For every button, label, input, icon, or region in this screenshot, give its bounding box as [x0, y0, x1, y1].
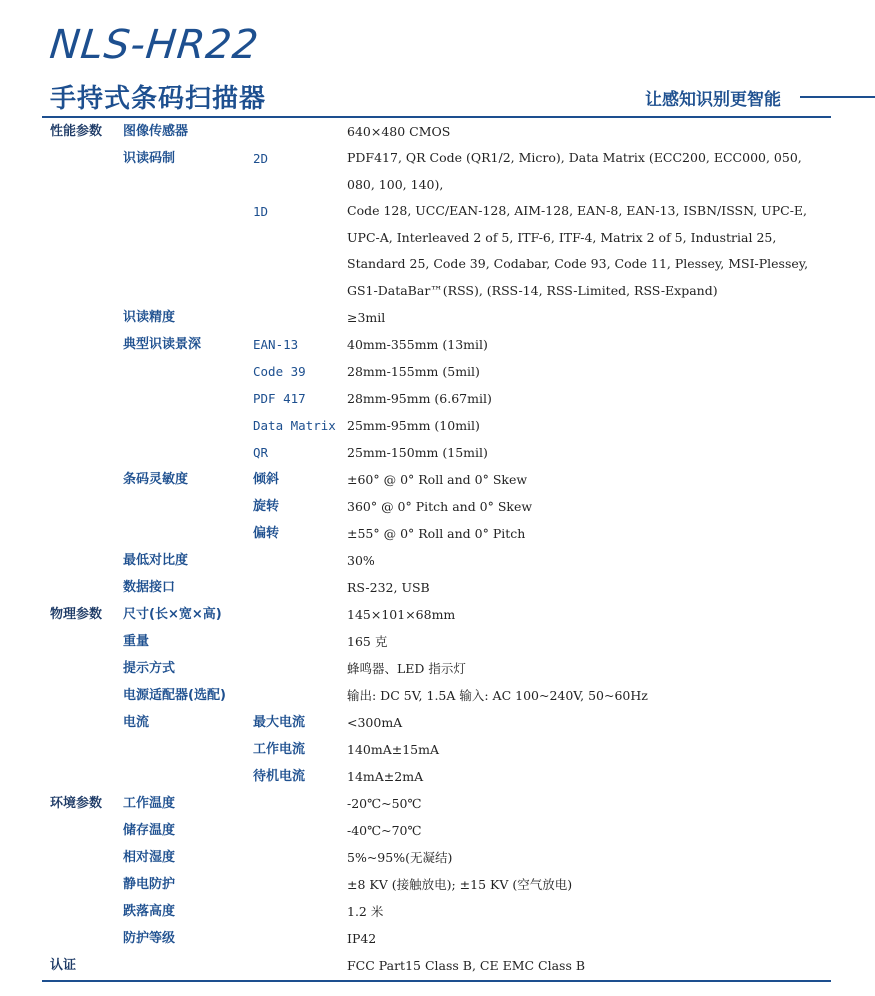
- row-label: 提示方式: [123, 661, 176, 676]
- row-value: 25mm-95mm (10mil): [347, 418, 480, 433]
- sub-label: EAN-13: [253, 337, 299, 352]
- table-row: [42, 736, 831, 763]
- table-row: [42, 145, 831, 198]
- row-label: 电流: [123, 715, 150, 730]
- row-value: 145×101×68mm: [347, 607, 456, 622]
- group-certification: 认证: [50, 958, 77, 973]
- row-value: 28mm-155mm (5mil): [347, 364, 480, 379]
- table-row: [42, 709, 831, 736]
- row-value: RS-232, USB: [347, 580, 430, 595]
- row-label: 识读精度: [123, 310, 176, 325]
- table-row: [42, 925, 831, 952]
- sub-label: 偏转: [253, 526, 280, 541]
- spec-table: [42, 118, 831, 979]
- row-value: 25mm-150mm (15mil): [347, 445, 488, 460]
- row-value: 30%: [347, 553, 375, 568]
- table-row: [42, 871, 831, 898]
- row-label: 数据接口: [123, 580, 176, 595]
- group-environment: 环境参数: [50, 796, 103, 811]
- row-value: 输出: DC 5V, 1.5A 输入: AC 100~240V, 50~60Hz: [347, 688, 648, 703]
- row-value: 14mA±2mA: [347, 769, 424, 784]
- row-label: 识读码制: [123, 151, 176, 166]
- row-label: 跌落高度: [123, 904, 176, 919]
- sub-label: 旋转: [253, 499, 280, 514]
- row-value: 5%~95%(无凝结): [347, 850, 453, 865]
- row-label: 尺寸(长×宽×高): [123, 607, 222, 622]
- sub-label: 倾斜: [253, 472, 280, 487]
- product-title: 手持式条码扫描器: [50, 84, 267, 114]
- table-row: [42, 628, 831, 655]
- sub-label: 工作电流: [253, 742, 306, 757]
- sub-label: 待机电流: [253, 769, 306, 784]
- table-row: [42, 358, 831, 385]
- table-row: [42, 682, 831, 709]
- row-value: -20℃~50℃: [347, 796, 422, 811]
- row-value: 1.2 米: [347, 904, 384, 919]
- row-label: 条码灵敏度: [123, 472, 189, 487]
- table-row: [42, 817, 831, 844]
- row-value: ±8 KV (接触放电); ±15 KV (空气放电): [347, 877, 573, 892]
- row-value: 140mA±15mA: [347, 742, 439, 757]
- row-label: 防护等级: [123, 931, 176, 946]
- table-row: [42, 493, 831, 520]
- row-value: IP42: [347, 931, 377, 946]
- table-row: [42, 412, 831, 439]
- row-value: 640×480 CMOS: [347, 124, 451, 139]
- table-row: [42, 520, 831, 547]
- table-row: [42, 304, 831, 331]
- row-value: 28mm-95mm (6.67mil): [347, 391, 492, 406]
- table-row: [42, 439, 831, 466]
- sub-label: Data Matrix: [253, 418, 336, 433]
- row-value: Code 128, UCC/EAN-128, AIM-128, EAN-8, EAN-13, ISBN/ISSN, UPC-E, UPC-A, Interleaved 2 of 5, ITF-6, ITF-4, Matrix 2 of 5, Industrial 25, Standard 25, Code 39, Codabar, Code 93, Code 11, Plessey, MSI-Plessey, GS1-DataBar™(RSS), (RSS-14, RSS-Limited, RSS-Expand): [347, 203, 809, 298]
- row-value: FCC Part15 Class B, CE EMC Class B: [347, 958, 586, 973]
- row-label: 图像传感器: [123, 124, 189, 139]
- row-value: ±60° @ 0° Roll and 0° Skew: [347, 472, 528, 487]
- row-label: 最低对比度: [123, 553, 189, 568]
- row-value: 蜂鸣器、LED 指示灯: [347, 661, 466, 676]
- row-value: 165 克: [347, 634, 388, 649]
- table-row: [42, 601, 831, 628]
- sub-label: 最大电流: [253, 715, 306, 730]
- row-value: <300mA: [347, 715, 403, 730]
- sub-label: 1D: [253, 204, 269, 219]
- table-bottom-rule: [42, 980, 831, 982]
- slogan-rule: [800, 96, 875, 98]
- group-performance: 性能参数: [50, 124, 103, 139]
- row-label: 储存温度: [123, 823, 176, 838]
- row-value: 40mm-355mm (13mil): [347, 337, 488, 352]
- sub-label: QR: [253, 445, 269, 460]
- row-label: 重量: [123, 634, 150, 649]
- slogan: 让感知识别更智能: [645, 90, 781, 110]
- table-row: [42, 574, 831, 601]
- table-row: [42, 331, 831, 358]
- table-row: [42, 547, 831, 574]
- group-physical: 物理参数: [50, 607, 103, 622]
- row-label: 电源适配器(选配): [123, 688, 226, 703]
- table-row: [42, 763, 831, 790]
- table-row: [42, 898, 831, 925]
- row-value: 360° @ 0° Pitch and 0° Skew: [347, 499, 533, 514]
- model-title: NLS-HR22: [47, 22, 262, 68]
- sub-label: PDF 417: [253, 391, 306, 406]
- table-row: [42, 466, 831, 493]
- row-label: 静电防护: [123, 877, 176, 892]
- table-row: [42, 385, 831, 412]
- sub-label: 2D: [253, 151, 269, 166]
- table-row: [42, 952, 831, 979]
- sub-label: Code 39: [253, 364, 306, 379]
- row-label: 典型识读景深: [123, 337, 202, 352]
- row-label: 相对湿度: [123, 850, 176, 865]
- row-value: ±55° @ 0° Roll and 0° Pitch: [347, 526, 526, 541]
- table-row: [42, 790, 831, 817]
- table-row: [42, 198, 831, 304]
- table-row: [42, 655, 831, 682]
- table-row: [42, 844, 831, 871]
- row-value: ≥3mil: [347, 310, 386, 325]
- row-label: 工作温度: [123, 796, 176, 811]
- row-value: PDF417, QR Code (QR1/2, Micro), Data Matrix (ECC200, ECC000, 050, 080, 100, 140),: [347, 150, 802, 192]
- table-row: [42, 118, 831, 145]
- row-value: -40℃~70℃: [347, 823, 422, 838]
